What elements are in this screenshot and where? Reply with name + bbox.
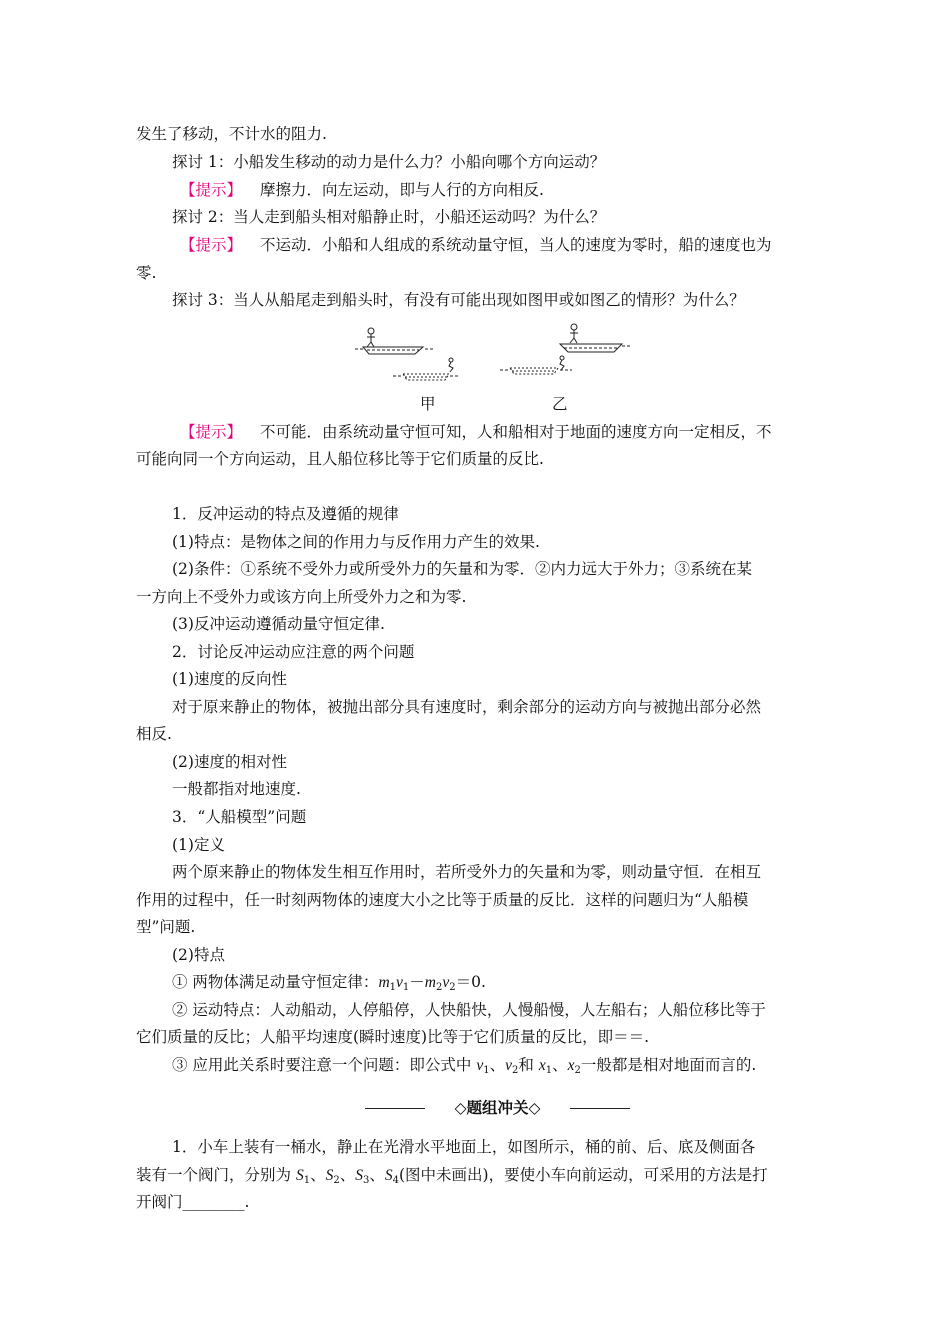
summary-item: (2)速度的相对性 bbox=[172, 753, 287, 771]
discussion-2-answer-cont: 零. bbox=[136, 264, 157, 282]
intro-line: 发生了移动，不计水的阻力. bbox=[136, 125, 327, 143]
summary-heading-1: 1．反冲运动的特点及遵循的规律 bbox=[172, 505, 399, 523]
summary-item: (2)条件：①系统不受外力或所受外力的矢量和为零．②内力远大于外力；③系统在某 bbox=[172, 560, 752, 578]
summary-item: (1)速度的反向性 bbox=[172, 670, 287, 688]
section-divider bbox=[365, 1097, 630, 1119]
summary-item: 一般都指对地速度. bbox=[172, 780, 301, 798]
discussion-3-answer-cont: 可能向同一个方向运动，且人船位移比等于它们质量的反比. bbox=[136, 450, 544, 468]
summary-item: (2)特点 bbox=[172, 946, 225, 964]
figure-yi bbox=[498, 318, 648, 393]
tip-label: 【提示】 bbox=[180, 236, 243, 254]
summary-item: (1)特点：是物体之间的作用力与反作用力产生的效果. bbox=[172, 533, 540, 551]
discussion-3-answer: 【提示】 不可能．由系统动量守恒可知，人和船相对于地面的速度方向一定相反，不 bbox=[180, 423, 772, 441]
summary-item: (1)定义 bbox=[172, 836, 225, 854]
summary-item: ② 运动特点：人动船动，人停船停，人快船快，人慢船慢，人左船右；人船位移比等于 bbox=[172, 1001, 766, 1019]
discussion-1-question: 探讨 1：小船发生移动的动力是什么力？小船向哪个方向运动？ bbox=[172, 153, 606, 171]
summary-item-cont: 型”问题. bbox=[136, 918, 196, 936]
exercise-line: 开阀门________. bbox=[136, 1193, 250, 1211]
summary-heading-3: 3．“人船模型”问题 bbox=[172, 808, 307, 826]
figure-jia bbox=[345, 318, 495, 393]
summary-item-cont: 它们质量的反比；人船平均速度(瞬时速度)比等于它们质量的反比，即＝＝. bbox=[136, 1028, 650, 1046]
figure-yi-label: 乙 bbox=[552, 395, 568, 413]
summary-item: ③ 应用此关系时要注意一个问题：即公式中 $v_1$、$v_2$和 $x_1$、$x_2$一般都是相对地面而言的. bbox=[172, 1056, 757, 1076]
discussion-3-question: 探讨 3：当人从船尾走到船头时，有没有可能出现如图甲或如图乙的情形？为什么？ bbox=[172, 291, 745, 309]
discussion-2-question: 探讨 2：当人走到船头相对船静止时，小船还运动吗？为什么？ bbox=[172, 208, 606, 226]
discussion-1-answer: 【提示】 摩擦力．向左运动，即与人行的方向相反. bbox=[180, 181, 544, 199]
summary-item-cont: 一方向上不受外力或该方向上所受外力之和为零. bbox=[136, 588, 467, 606]
tip-label: 【提示】 bbox=[180, 181, 243, 199]
exercise-line: 1．小车上装有一桶水，静止在光滑水平地面上，如图所示，桶的前、后、底及侧面各 bbox=[172, 1138, 756, 1156]
summary-item: 对于原来静止的物体，被抛出部分具有速度时，剩余部分的运动方向与被抛出部分必然 bbox=[172, 698, 762, 716]
summary-item: 两个原来静止的物体发生相互作用时，若所受外力的矢量和为零，则动量守恒．在相互 bbox=[172, 863, 762, 881]
summary-heading-2: 2．讨论反冲运动应注意的两个问题 bbox=[172, 643, 415, 661]
divider-rule-right bbox=[570, 1108, 630, 1109]
summary-item-cont: 作用的过程中，任一时刻两物体的速度大小之比等于质量的反比．这样的问题归为“人船模 bbox=[136, 891, 749, 909]
figure-jia-label: 甲 bbox=[420, 395, 436, 413]
discussion-2-answer: 【提示】 不运动．小船和人组成的系统动量守恒，当人的速度为零时，船的速度也为 bbox=[180, 236, 772, 254]
summary-formula-line: ① 两物体满足动量守恒定律：$m_1v_1-m_2v_2=0$. bbox=[172, 973, 486, 993]
summary-item: (3)反冲运动遵循动量守恒定律. bbox=[172, 615, 385, 633]
tip-label: 【提示】 bbox=[180, 423, 243, 441]
section-title: ◇题组冲关◇ bbox=[454, 1099, 541, 1117]
exercise-line: 装有一个阀门，分别为 $S_1$、$S_2$、$S_3$、$S_4$(图中未画出)，要使小车向前运动，可采用的方法是打 bbox=[136, 1166, 768, 1186]
summary-item-cont: 相反. bbox=[136, 725, 172, 743]
